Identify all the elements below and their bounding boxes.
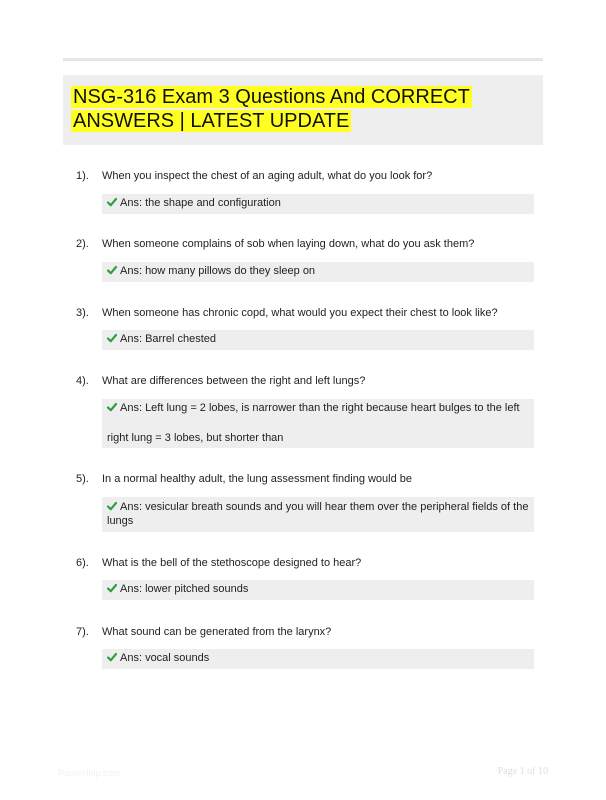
question-number: 2). [76,238,89,250]
question-text: What are differences between the right and left lungs? [102,375,366,387]
check-icon [107,333,117,343]
check-icon [107,402,117,412]
answer-text: Ans: vocal sounds [120,652,210,664]
title-panel [63,75,543,145]
answer-box [102,399,534,448]
question-text: In a normal healthy adult, the lung assessment finding would be [102,473,413,485]
answer-text: Ans: Barrel chested [120,333,216,345]
question-text: When you inspect the chest of an aging adult, what do you look for? [102,170,433,182]
answer-text: Ans: Left lung = 2 lobes, is narrower than the right because heart bulges to the left [120,402,520,414]
answer-box [102,580,534,600]
question-text: What is the bell of the stethoscope designed to hear? [102,557,362,569]
check-icon [107,652,117,662]
top-divider [63,58,543,61]
answer-box [102,262,534,282]
page-number: Page 1 of 10 [497,766,548,777]
question-number: 3). [76,307,89,319]
answer-text: Ans: how many pillows do they sleep on [120,265,316,277]
answer-box [102,497,534,532]
question-text: What sound can be generated from the larynx? [102,626,332,638]
answer-text: Ans: the shape and configuration [120,197,281,209]
check-icon [107,265,117,275]
answer-text: Ans: vesicular breath sounds and you will hear them over the peripheral fields of the lungs [107,501,529,527]
question-text: When someone has chronic copd, what would you expect their chest to look like? [102,307,498,319]
check-icon [107,583,117,593]
document-title: NSG-316 Exam 3 Questions And CORRECT ANSWERS | LATEST UPDATE [73,86,470,132]
answer-box [102,649,534,669]
check-icon [107,197,117,207]
answer-box [102,194,534,214]
question-number: 4). [76,375,89,387]
question-number: 5). [76,473,89,485]
question-number: 7). [76,626,89,638]
question-text: When someone complains of sob when laying down, what do you ask them? [102,238,475,250]
check-icon [107,501,117,511]
answer-text: Ans: lower pitched sounds [120,583,249,595]
question-number: 6). [76,557,89,569]
question-number: 1). [76,170,89,182]
footer-watermark: PaperHelp.com [58,768,121,778]
answer-text-line-2: right lung = 3 lobes, but shorter than [107,432,284,444]
answer-box [102,330,534,350]
